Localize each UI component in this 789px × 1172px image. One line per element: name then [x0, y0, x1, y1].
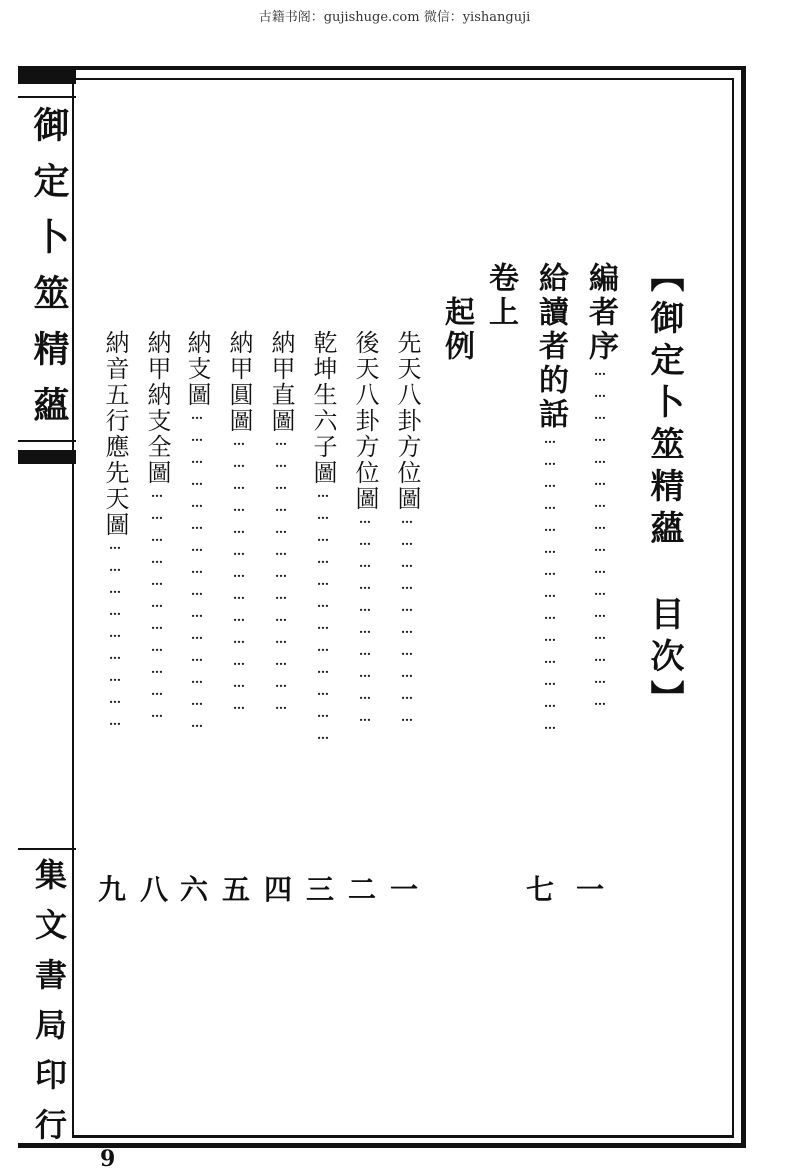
toc-entry[interactable]	[528, 262, 572, 740]
page-number: 七	[525, 873, 554, 906]
dotted-leader: …………………………	[358, 512, 372, 732]
toc-entry-title: 納甲圓圖	[225, 330, 253, 434]
page-number: 九	[97, 873, 126, 906]
dotted-leader: ……………………………	[150, 486, 164, 728]
toc-entry[interactable]	[222, 330, 257, 720]
folio-number: 9	[100, 1146, 116, 1172]
toc-entry[interactable]	[180, 330, 215, 738]
toc-label: 目次	[644, 596, 684, 680]
spine-book-title: 御定卜筮精蘊	[28, 106, 70, 442]
page-number: 二	[347, 873, 376, 906]
toc-entry-title: 給讀者的話	[533, 262, 568, 432]
page-number: 一	[575, 873, 604, 906]
toc-entry[interactable]	[578, 262, 622, 716]
toc-heading	[640, 258, 689, 722]
page-number: 一	[389, 873, 418, 906]
dotted-leader: …………………………………………	[593, 364, 607, 716]
dotted-leader: ……………………………………	[543, 432, 557, 740]
spine-mid-band	[18, 450, 76, 464]
toc-entry-title: 納甲納支全圖	[143, 330, 171, 486]
toc-section-heading[interactable]	[434, 296, 478, 364]
toc-entry-title: 納支圖	[183, 330, 211, 408]
dotted-leader: …………………………………	[274, 434, 288, 720]
toc-section-heading[interactable]	[478, 262, 522, 330]
page-number: 四	[263, 873, 292, 906]
dotted-leader: ………………………………	[316, 486, 330, 750]
page-number: 六	[179, 873, 208, 906]
toc-entry-title: 起例	[439, 296, 474, 364]
toc-entry-title: 納甲直圖	[267, 330, 295, 434]
dotted-leader: ………………………	[108, 538, 122, 736]
toc-entry[interactable]	[98, 330, 133, 736]
page-number: 五	[221, 873, 250, 906]
dotted-leader: ………………………………………	[190, 408, 204, 738]
spine-publisher: 集文書局印行	[30, 858, 68, 1158]
heading-open-bracket: 【	[644, 258, 684, 300]
toc-entry-title: 後天八卦方位圖	[351, 330, 379, 512]
page-number: 八	[139, 873, 168, 906]
watermark-text: 古籍书阁：gujishuge.com 微信：yishanguji	[258, 10, 531, 25]
toc-entry-title: 卷上	[483, 262, 518, 330]
toc-book-title: 御定卜筮精蘊	[644, 300, 684, 552]
spine-top-rule	[18, 96, 76, 98]
dotted-leader: …………………………………	[232, 434, 246, 720]
toc-entry-title: 納音五行應先天圖	[101, 330, 129, 538]
spine-publisher-rule	[18, 848, 76, 850]
heading-close-bracket: 】	[644, 680, 684, 722]
dotted-leader: …………………………	[400, 512, 414, 732]
toc-entry-title: 編者序	[583, 262, 618, 364]
toc-entry-title: 乾坤生六子圖	[309, 330, 337, 486]
spine-top-band	[18, 70, 76, 84]
page-number: 三	[305, 873, 334, 906]
toc-entry[interactable]	[348, 330, 383, 732]
toc-entry-title: 先天八卦方位圖	[393, 330, 421, 512]
toc-entry[interactable]	[390, 330, 425, 732]
toc-entry[interactable]	[306, 330, 341, 750]
toc-entry[interactable]	[140, 330, 175, 728]
toc-entry[interactable]	[264, 330, 299, 720]
